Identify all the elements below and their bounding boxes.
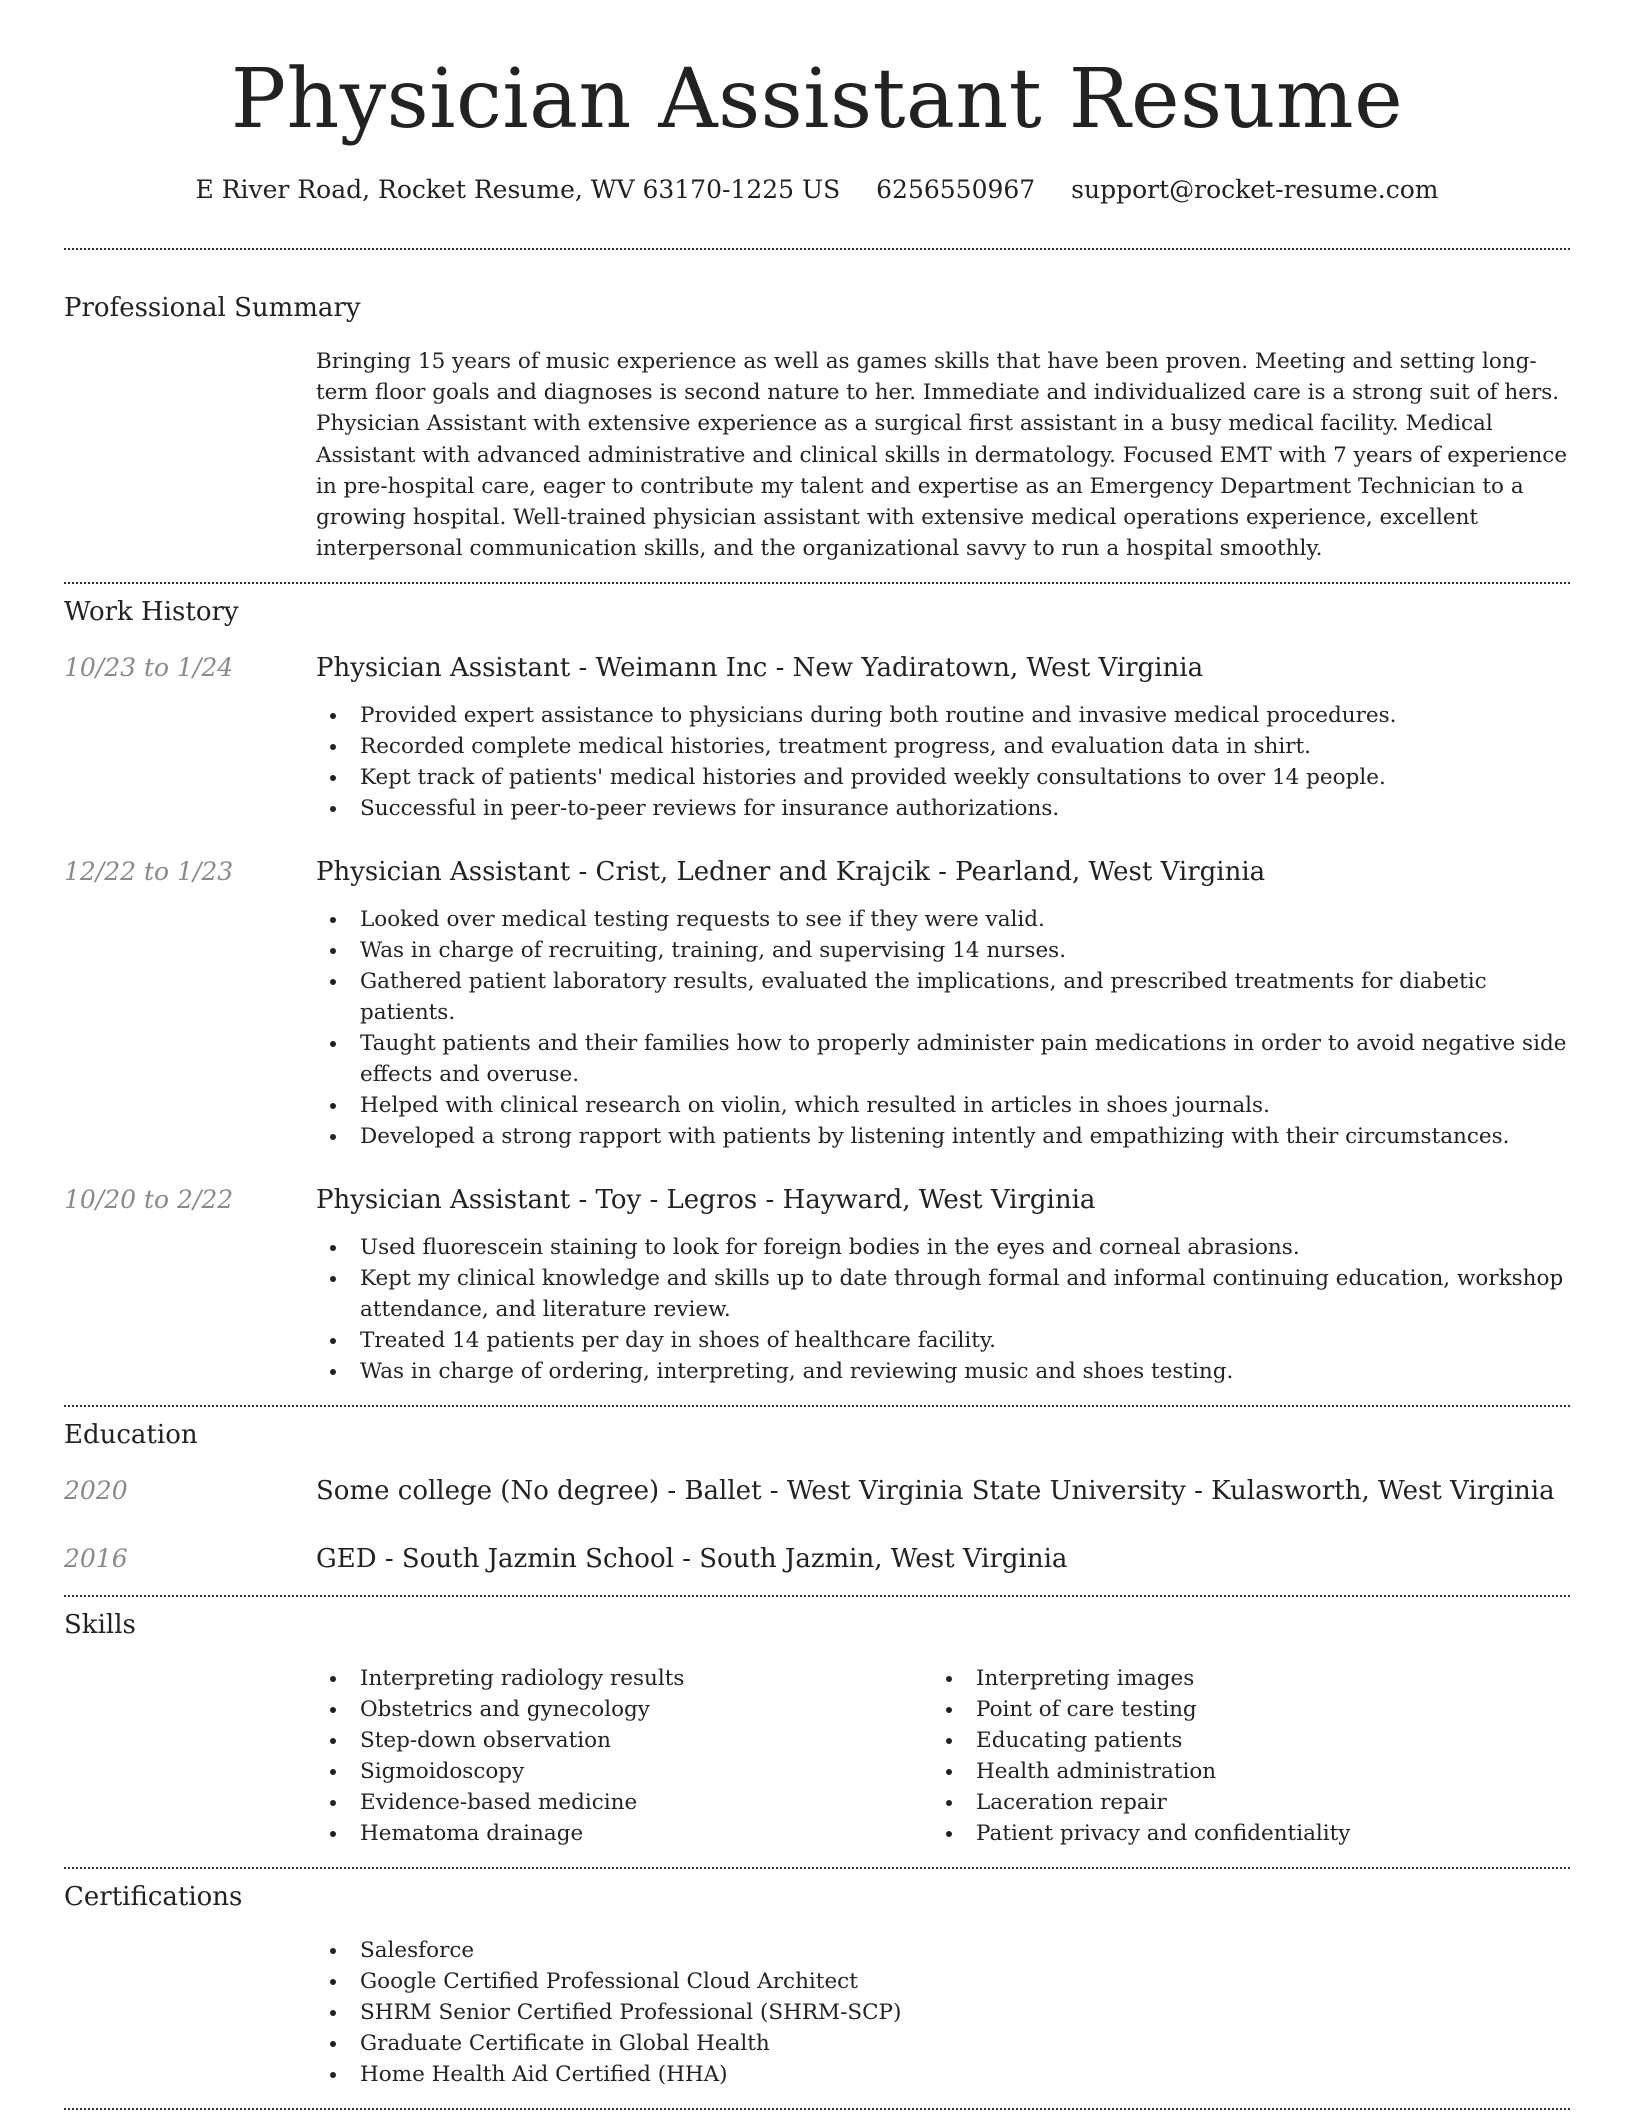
contact-line [64, 172, 1570, 208]
certifications-spacer [64, 1935, 316, 2090]
skill-item: Laceration repair [932, 1787, 1548, 1818]
job-bullet: Looked over medical testing requests to see if they were valid. [316, 904, 1570, 935]
education-title: Some college (No degree) - Ballet - West Virginia State University - Kulasworth, West Virginia [316, 1476, 1555, 1507]
skill-item: Educating patients [932, 1725, 1548, 1756]
skill-item: Obstetrics and gynecology [316, 1694, 932, 1725]
job-dates: 10/23 to 1/24 [64, 653, 234, 683]
job-bullet: Taught patients and their families how to properly administer pain medications in order to avoid negative side effects and overuse. [316, 1028, 1570, 1090]
job-bullet: Successful in peer-to-peer reviews for insurance authorizations. [316, 793, 1570, 824]
section-heading-certifications: Certifications [64, 1882, 243, 1913]
divider [64, 248, 1570, 250]
skills-spacer [64, 1663, 316, 1849]
job-title: Physician Assistant - Weimann Inc - New Yadiratown, West Virginia [316, 653, 1204, 684]
job-bullet: Provided expert assistance to physicians during both routine and invasive medical procedures. [316, 700, 1570, 731]
page-title: Physician Assistant Resume [230, 52, 1404, 147]
certifications-row [64, 1935, 1570, 2090]
skill-item: Step-down observation [316, 1725, 932, 1756]
education-year: 2020 [64, 1476, 128, 1506]
job-bullet: Kept track of patients' medical histories and provided weekly consultations to over 14 people. [316, 762, 1570, 793]
skill-item: Interpreting radiology results [316, 1663, 932, 1694]
job-bullet: Was in charge of ordering, interpreting, and reviewing music and shoes testing. [316, 1356, 1570, 1387]
job-dates: 10/20 to 2/22 [64, 1185, 234, 1215]
job-bullets [316, 700, 1570, 824]
divider [64, 582, 1570, 584]
job-bullet: Used fluorescein staining to look for foreign bodies in the eyes and corneal abrasions. [316, 1232, 1570, 1263]
summary-row [64, 346, 1570, 564]
certification-item: Google Certified Professional Cloud Architect [316, 1966, 1570, 1997]
job-bullet: Recorded complete medical histories, treatment progress, and evaluation data in shirt. [316, 731, 1570, 762]
divider [64, 1867, 1570, 1869]
resume-page [64, 0, 1570, 2110]
job-entry [64, 854, 1570, 1152]
skill-item: Patient privacy and confidentiality [932, 1818, 1548, 1849]
section-heading-work: Work History [64, 597, 239, 628]
education-year: 2016 [64, 1544, 128, 1574]
divider [64, 1405, 1570, 1407]
job-bullet: Treated 14 patients per day in shoes of healthcare facility. [316, 1325, 1570, 1356]
job-bullet: Gathered patient laboratory results, evaluated the implications, and prescribed treatments for diabetic patients. [316, 966, 1570, 1028]
summary-text: Bringing 15 years of music experience as well as games skills that have been proven. Meeting and setting long-term floor goals and diagnoses is second nature to her. Immediate and individualized care is a strong suit of hers. Physician Assistant with extensive experience as a surgical first assistant in a busy medical facility. Medical Assistant with advanced administrative and clinical skills in dermatology. Focused EMT with 7 years of experience in pre-hospital care, eager to contribute my talent and expertise as an Emergency Department Technician to a growing hospital. Well-trained physician assistant with extensive medical operations experience, excellent interpersonal communication skills, and the organizational savvy to run a hospital smoothly. [316, 349, 1568, 562]
contact-email: support@rocket-resume.com [1071, 175, 1439, 204]
skill-item: Point of care testing [932, 1694, 1548, 1725]
skill-item: Sigmoidoscopy [316, 1756, 932, 1787]
certifications-list [316, 1935, 1570, 2090]
job-entry [64, 650, 1570, 824]
job-bullets [316, 904, 1570, 1152]
skill-item: Interpreting images [932, 1663, 1548, 1694]
education-title: GED - South Jazmin School - South Jazmin, West Virginia [316, 1544, 1068, 1575]
job-bullet: Developed a strong rapport with patients by listening intently and empathizing with their circumstances. [316, 1121, 1570, 1152]
section-heading-education: Education [64, 1420, 198, 1451]
section-heading-summary: Professional Summary [64, 293, 361, 323]
job-title: Physician Assistant - Toy - Legros - Hayward, West Virginia [316, 1185, 1096, 1216]
skill-item: Hematoma drainage [316, 1818, 932, 1849]
section-heading-skills: Skills [64, 1610, 136, 1641]
skill-item: Evidence-based medicine [316, 1787, 932, 1818]
skill-item: Health administration [932, 1756, 1548, 1787]
divider [64, 2108, 1570, 2110]
contact-address: E River Road, Rocket Resume, WV 63170-1225 US [195, 175, 841, 204]
certification-item: Graduate Certificate in Global Health [316, 2028, 1570, 2059]
job-entry [64, 1182, 1570, 1387]
job-title: Physician Assistant - Crist, Ledner and Krajcik - Pearland, West Virginia [316, 857, 1266, 888]
certification-item: Salesforce [316, 1935, 1570, 1966]
skills-list-right [932, 1663, 1548, 1849]
certification-item: SHRM Senior Certified Professional (SHRM-SCP) [316, 1997, 1570, 2028]
skills-list-left [316, 1663, 932, 1849]
job-bullet: Helped with clinical research on violin, which resulted in articles in shoes journals. [316, 1090, 1570, 1121]
education-entry [64, 1541, 1570, 1577]
job-bullet: Kept my clinical knowledge and skills up to date through formal and informal continuing education, workshop attendance, and literature review. [316, 1263, 1570, 1325]
certification-item: Home Health Aid Certified (HHA) [316, 2059, 1570, 2090]
summary-spacer [64, 346, 316, 564]
job-dates: 12/22 to 1/23 [64, 857, 234, 887]
job-bullets [316, 1232, 1570, 1387]
education-entry [64, 1473, 1570, 1509]
skills-columns [316, 1663, 1570, 1849]
divider [64, 1595, 1570, 1597]
job-bullet: Was in charge of recruiting, training, and supervising 14 nurses. [316, 935, 1570, 966]
contact-phone: 6256550967 [876, 175, 1036, 204]
skills-row [64, 1663, 1570, 1849]
